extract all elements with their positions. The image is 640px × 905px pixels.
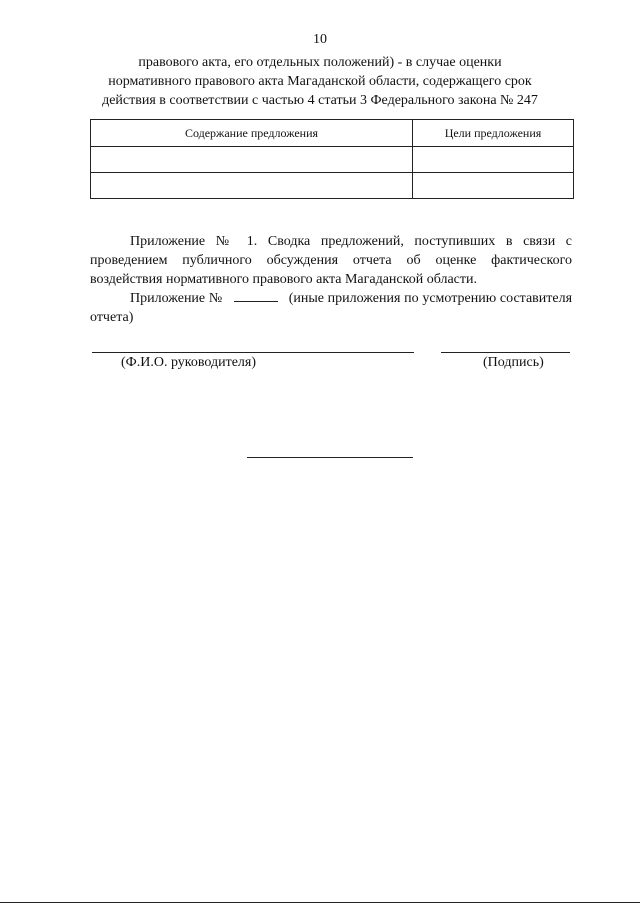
closing-rule	[247, 457, 413, 458]
table-row	[91, 173, 574, 199]
table-row	[91, 147, 574, 173]
appendix-prefix: Приложение №	[130, 291, 223, 306]
heading-line: правового акта, его отдельных положений) - в случае оценки	[138, 55, 502, 70]
appendix-number-blank	[234, 289, 278, 302]
signature-label: (Подпись)	[483, 355, 544, 370]
table-cell	[91, 173, 413, 199]
heading-text	[60, 53, 580, 110]
table-header-row	[91, 120, 574, 147]
table-cell	[91, 147, 413, 173]
heading-line: действия в соответствии с частью 4 статьи 3 Федерального закона № 247	[102, 93, 538, 108]
table-cell	[413, 147, 574, 173]
column-header-content: Содержание предложения	[91, 120, 413, 147]
proposals-table	[90, 119, 574, 199]
page-bottom-rule	[0, 902, 640, 903]
heading-line: нормативного правового акта Магаданской области, содержащего срок	[108, 74, 532, 89]
appendix-suffix: (иные приложения по усмотрению составителя отчета)	[90, 291, 573, 325]
appendix-paragraph: Приложение № 1. Сводка предложений, поступивших в связи с проведением публичного обсуждения отчета об оценке фактического воздействия нормативного правового акта Магаданской области.	[90, 234, 572, 287]
appendix-paragraph-other	[90, 289, 572, 327]
name-label: (Ф.И.О. руководителя)	[121, 355, 256, 370]
page-number: 10	[313, 32, 327, 47]
appendix-section	[90, 232, 572, 327]
table-cell	[413, 173, 574, 199]
column-header-goals: Цели предложения	[413, 120, 574, 147]
signature-line	[441, 352, 570, 353]
name-signature-line	[92, 352, 414, 353]
